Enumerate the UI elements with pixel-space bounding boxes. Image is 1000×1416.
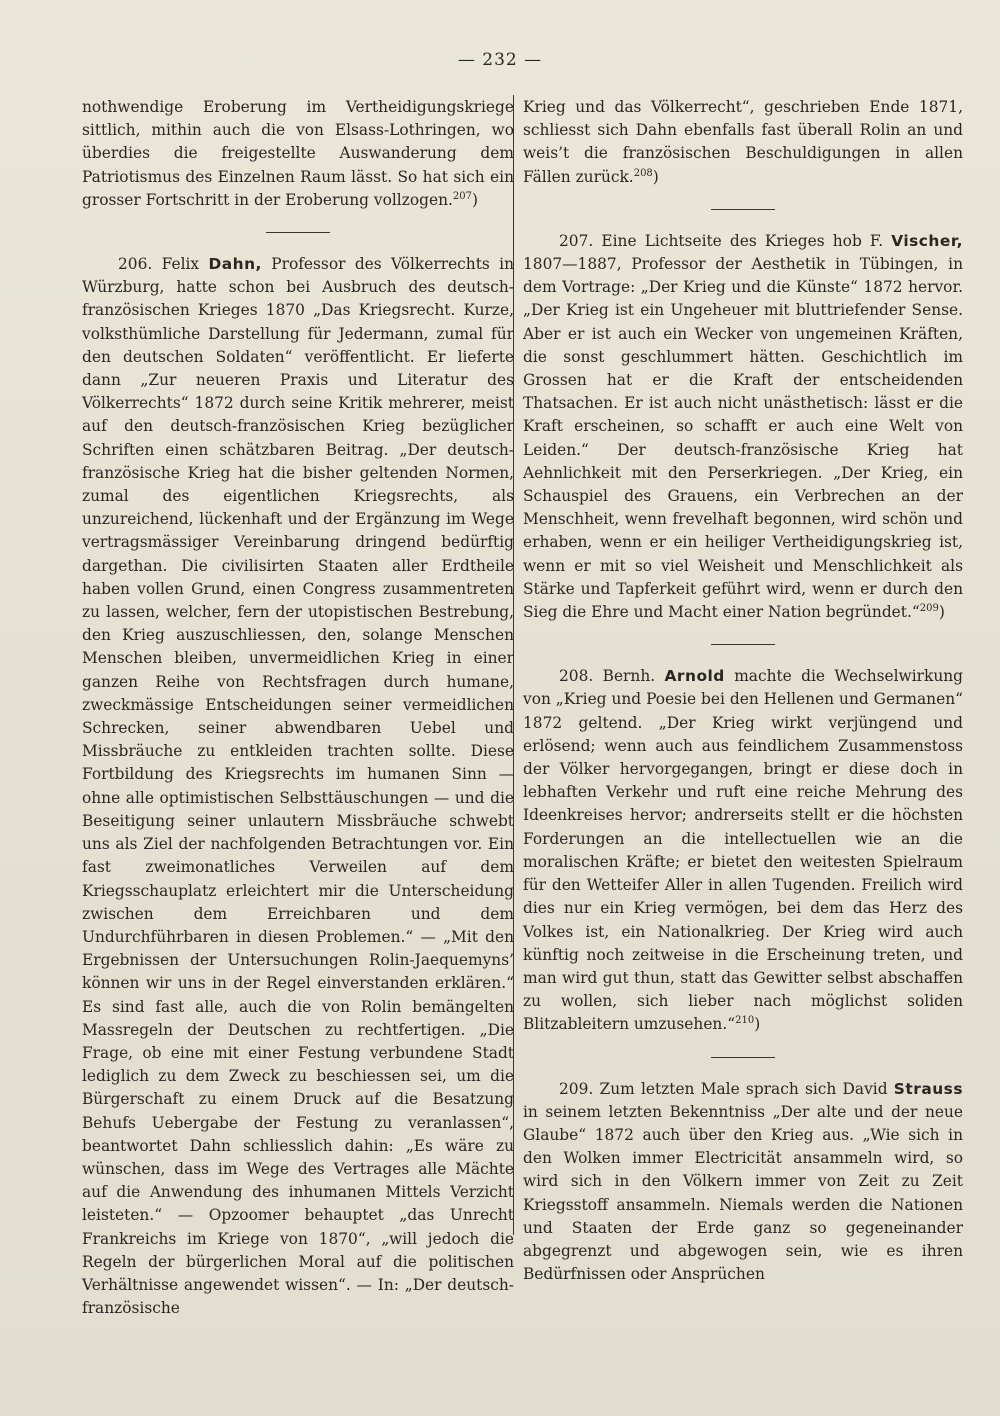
entry-208 bbox=[523, 665, 963, 1036]
entry-text: Professor des Völkerrechts in Würzburg, hatte schon bei Ausbruch des deutsch-französischen Krieges 1870 „Das Kriegsrecht. Kurze, volksthümliche Darstellung für Jedermann, zumal für den deutschen Soldaten“ veröffentlicht. Er lieferte dann „Zur neueren Praxis und Literatur des Völkerrechts“ 1872 durch seine Kritik mehrerer, meist auf den deutsch-französischen Krieg bezüglicher Schriften einen schätzbaren Beitrag. „Der deutsch-französische Krieg hat die bisher geltenden Normen, zumal des eigentlichen Kriegsrechts, als unzureichend, lückenhaft und der Ergänzung im Wege vertragsmässiger Vereinbarung dringend bedürftig dargethan. Die civilisirten Staaten aller Erdtheile haben vollen Grund, einen Congress zusammentreten zu lassen, welcher, fern der utopistischen Bestrebung, den Krieg auszuschliessen, den, solange Menschen Menschen bleiben, unvermeidlichen Krieg in einer ganzen Reihe von Rechtsfragen durch humane, zweckmässige Entscheidungen seiner vermeidlichen Schrecken, seiner abwendbaren Uebel und Missbräuche zu entkleiden trachten sollte. Diese Fortbildung des Kriegsrechts im humanen Sinn — ohne alle optimistischen Selbsttäuschungen — und die Beseitigung seiner unlautern Missbräuche schwebt uns als Ziel der nachfolgenden Betrachtungen vor. Ein fast zweimonatliches Verweilen auf dem Kriegsschauplatz erleichtert mir die Unterscheidung zwischen dem Erreichbaren und dem Undurchführbaren in diesen Problemen.“ — „Mit den Ergebnissen der Untersuchungen Rolin-Jaequemyns’ können wir uns in der Regel einverstanden erklären.“ Es sind fast alle, auch die von Rolin bemängelten Massregeln der Deutschen zu rechtfertigen. „Die Frage, ob eine mit einer Festung verbundene Stadt lediglich zu dem Zweck zu beschiessen sei, um die Bürgerschaft zu einem Druck auf die Besatzung Behufs Uebergabe der Festung zu veranlassen“, beantwortet Dahn schliesslich dahin: „Es wäre zu wünschen, dass im Wege des Vertrages alle Mächte auf die Anwendung des inhumanen Mittels Verzicht leisteten.“ — Opzoomer behauptet „das Unrecht Frankreichs im Kriege von 1870“, „will jedoch die Regeln der bürgerlichen Moral auf die politischen Verhältnisse angewendet wissen“. — In: „Der deutsch-französische bbox=[82, 255, 514, 1318]
footnote-ref: 207 bbox=[452, 190, 472, 202]
entry-209 bbox=[523, 1078, 963, 1287]
author-name: Arnold bbox=[664, 667, 725, 686]
paragraph-text: Krieg und das Völkerrecht“, geschrieben Ende 1871, schliesst sich Dahn ebenfalls fast überall Rolin an und weis’t die französischen Beschuldigungen in allen Fällen zurück. bbox=[523, 98, 963, 186]
right-column bbox=[523, 96, 963, 1286]
entry-number: 208. Bernh. bbox=[559, 667, 665, 686]
paragraph-text: nothwendige Eroberung im Vertheidigungskriege sittlich, mithin auch die von Elsass-Lothringen, wo überdies die freigestellte Auswanderung dem Patriotismus des Einzelnen Raum lässt. So hat sich ein grosser Fortschritt in der Eroberung vollzogen. bbox=[82, 98, 514, 209]
entry-number: 209. Zum letzten Male sprach sich David bbox=[559, 1079, 894, 1098]
section-separator bbox=[711, 644, 775, 645]
footnote-ref-close: ) bbox=[938, 603, 945, 622]
section-separator bbox=[711, 1057, 775, 1058]
entry-206 bbox=[82, 253, 514, 1320]
author-name: Dahn, bbox=[208, 255, 262, 274]
entry-number: 206. Felix bbox=[118, 255, 209, 274]
section-separator bbox=[266, 232, 330, 233]
entry-number: 207. Eine Lichtseite des Krieges hob F. bbox=[559, 231, 892, 250]
paragraph-continued bbox=[523, 96, 963, 189]
footnote-ref: 210 bbox=[735, 1015, 755, 1027]
footnote-ref-close: ) bbox=[471, 190, 478, 209]
author-name: Strauss bbox=[893, 1079, 963, 1098]
footnote-ref-close: ) bbox=[754, 1015, 761, 1034]
author-name: Vischer, bbox=[891, 231, 963, 250]
footnote-ref-close: ) bbox=[652, 167, 659, 186]
footnote-ref: 208 bbox=[633, 167, 653, 179]
entry-text: machte die Wechselwirkung von „Krieg und Poesie bei den Hellenen und Germanen“ 1872 geltend. „Der Krieg wirkt verjüngend und erlösend; wenn auch aus feindlichem Zusammenstoss der Völker hervorgegangen, bringt er diese doch in lebhaften Verkehr und ruft eine reiche Mehrung des Ideenkreises hervor; andrerseits stellt er die höchsten Forderungen an die intellectuellen wie an die moralischen Kräfte; er bietet den weitesten Spielraum für den Wetteifer Aller in allen Tugenden. Freilich wird dies nur ein Krieg vermögen, bei dem das Herz des Volkes ist, ein Nationalkrieg. Der Krieg wird auch künftig noch zeitweise in die Erscheinung treten, und man wird gut thun, statt das Gewitter selbst abschaffen zu wollen, sich lieber nach möglichst soliden Blitzableitern umzusehen.“ bbox=[523, 667, 963, 1034]
entry-207 bbox=[523, 230, 963, 624]
paragraph-continued bbox=[82, 96, 514, 212]
footnote-ref: 209 bbox=[919, 602, 939, 614]
entry-text: in seinem letzten Bekenntniss „Der alte und der neue Glaube“ 1872 auch über den Krieg aus. „Wie sich in den Wolken immer Electricität ansammeln wird, so wird sich in den Völkern immer von Zeit zu Zeit Kriegsstoff ansammeln. Niemals werden die Nationen und Staaten der Erde ganz so gegeneinander abgegrenzt und abgewogen sein, wie es ihren Bedürfnissen oder Ansprüchen bbox=[523, 1102, 963, 1284]
left-column bbox=[82, 96, 514, 1320]
section-separator bbox=[711, 209, 775, 210]
entry-text: 1807—1887, Professor der Aesthetik in Tübingen, in dem Vortrage: „Der Krieg und die Künste“ 1872 hervor. „Der Krieg ist ein Ungeheuer mit bluttriefender Sense. Aber er ist auch ein Wecker von ungemeinen Kräften, die sonst geschlummert hätten. Geschichtlich im Grossen hat er die Kraft der entscheidenden Thatsachen. Er ist auch nicht unästhetisch: lässt er die Kraft erscheinen, so schafft er auch eine Welt von Leiden.“ Der deutsch-französische Krieg hat Aehnlichkeit mit den Perserkriegen. „Der Krieg, ein Schauspiel des Grauens, ein Verbrechen an der Menschheit, wenn frevelhaft begonnen, wird schön und erhaben, wenn er ein heiliger Vertheidigungskrieg ist, wenn er mit so viel Weisheit und Menschlichkeit als Stärke und Tapferkeit geführt wird, wenn er durch den Sieg die Ehre und Macht einer Nation begründet.“ bbox=[523, 255, 963, 622]
page-number: — 232 — bbox=[457, 50, 543, 70]
